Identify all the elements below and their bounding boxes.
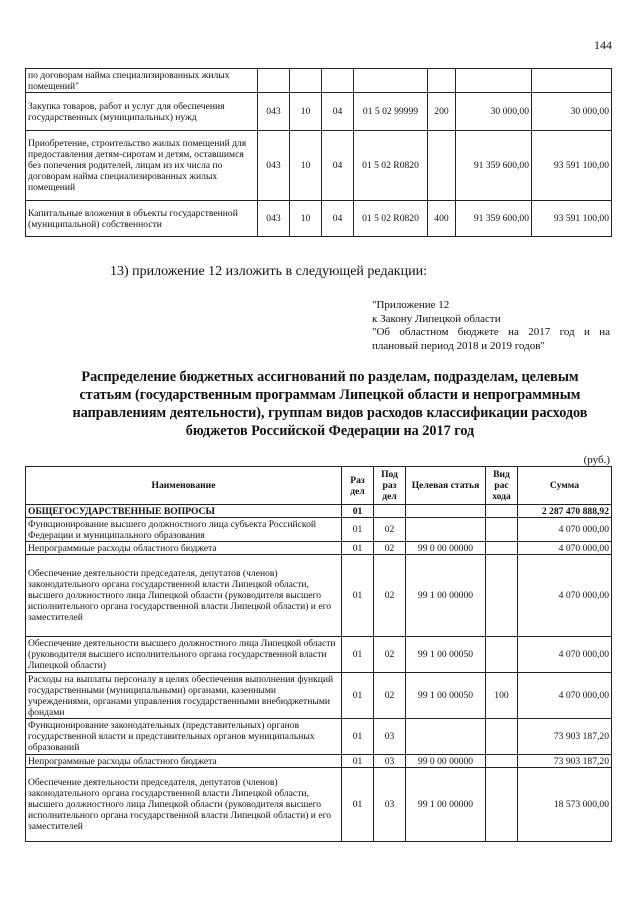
cell-podrazdel: 02 xyxy=(374,555,406,637)
cell-target: 99 1 00 00000 xyxy=(406,555,486,637)
cell-s2: 30 000,00 xyxy=(532,93,612,131)
cell-c2 xyxy=(290,69,322,93)
cell-c5 xyxy=(428,69,456,93)
cell-vid xyxy=(486,719,518,755)
table-row xyxy=(26,93,612,131)
table-row xyxy=(26,755,612,768)
continued-table xyxy=(25,68,612,237)
cell-sum: 4 070 000,00 xyxy=(518,542,612,555)
cell-target: 99 0 00 00000 xyxy=(406,755,486,768)
cell-vid xyxy=(486,518,518,542)
cell-name: Функционирование высшего должностного лица субъекта Российской Федерации и муниципального образования xyxy=(26,518,342,542)
cell-podrazdel: 02 xyxy=(374,542,406,555)
cell-c5: 400 xyxy=(428,201,456,237)
table-row xyxy=(26,131,612,201)
cell-vid xyxy=(486,542,518,555)
cell-name: Приобретение, строительство жилых помещений для предоставления детям-сиротам и детям, оставшимся без попечения родителей, лицам из их числа по договорам найма специализированных жилых помещений xyxy=(26,131,258,201)
cell-name: Функционирование законодательных (представительных) органов государственной власти и представительных органов муниципальных образований xyxy=(26,719,342,755)
cell-c5 xyxy=(428,131,456,201)
table-row xyxy=(26,518,612,542)
cell-sum: 73 903 187,20 xyxy=(518,719,612,755)
cell-target: 99 1 00 00050 xyxy=(406,637,486,673)
cell-sum: 2 287 470 888,92 xyxy=(518,505,612,518)
table-row xyxy=(26,768,612,842)
cell-razdel: 01 xyxy=(342,505,374,518)
cell-s1: 91 359 600,00 xyxy=(456,201,532,237)
cell-name: Обеспечение деятельности высшего должностного лица Липецкой области (руководителя высшего исполнительного органа государственной власти Липецкой области) xyxy=(26,637,342,673)
appendix-line: плановый период 2018 и 2019 годов" xyxy=(372,339,545,352)
header-target: Целевая статья xyxy=(406,467,486,505)
page-number: 144 xyxy=(594,38,612,52)
header-name: Наименование xyxy=(26,467,342,505)
table-row xyxy=(26,542,612,555)
cell-name: ОБЩЕГОСУДАРСТВЕННЫЕ ВОПРОСЫ xyxy=(26,505,342,518)
cell-c1: 043 xyxy=(258,131,290,201)
cell-sum: 73 903 187,20 xyxy=(518,755,612,768)
cell-razdel: 01 xyxy=(342,719,374,755)
cell-razdel: 01 xyxy=(342,555,374,637)
cell-target xyxy=(406,518,486,542)
appendix-line: "Приложение 12 xyxy=(372,299,450,311)
cell-sum: 4 070 000,00 xyxy=(518,555,612,637)
cell-vid: 100 xyxy=(486,673,518,719)
cell-razdel: 01 xyxy=(342,673,374,719)
cell-podrazdel: 02 xyxy=(374,518,406,542)
cell-c2: 10 xyxy=(290,131,322,201)
cell-target: 99 1 00 00000 xyxy=(406,768,486,842)
cell-target: 99 1 00 00050 xyxy=(406,673,486,719)
cell-podrazdel: 03 xyxy=(374,755,406,768)
cell-name: Расходы на выплаты персоналу в целях обеспечения выполнения функций государственными (муниципальными) органами, казенными учреждениями, органами управления государственными внебюджетными фондами xyxy=(26,673,342,719)
cell-c3: 04 xyxy=(322,93,354,131)
table-row xyxy=(26,201,612,237)
cell-razdel: 01 xyxy=(342,637,374,673)
table-row xyxy=(26,719,612,755)
cell-sum: 4 070 000,00 xyxy=(518,637,612,673)
cell-razdel: 01 xyxy=(342,518,374,542)
cell-podrazdel: 03 xyxy=(374,719,406,755)
table-row xyxy=(26,69,612,93)
header-podrazdel: Под раз дел xyxy=(374,467,406,505)
cell-c1 xyxy=(258,69,290,93)
cell-c4 xyxy=(354,69,428,93)
cell-name: по договорам найма специализированных жилых помещений" xyxy=(26,69,258,93)
table-row xyxy=(26,555,612,637)
cell-s2: 93 591 100,00 xyxy=(532,131,612,201)
cell-c3: 04 xyxy=(322,201,354,237)
cell-c3: 04 xyxy=(322,131,354,201)
header-vid: Вид рас хода xyxy=(486,467,518,505)
cell-target xyxy=(406,719,486,755)
cell-s1 xyxy=(456,69,532,93)
cell-name: Капитальные вложения в объекты государственной (муниципальной) собственности xyxy=(26,201,258,237)
cell-podrazdel: 02 xyxy=(374,637,406,673)
table-row xyxy=(26,637,612,673)
cell-razdel: 01 xyxy=(342,768,374,842)
table-row xyxy=(26,505,612,518)
cell-target xyxy=(406,505,486,518)
appendix-reference xyxy=(372,299,610,353)
intro-text: 13) приложение 12 изложить в следующей редакции: xyxy=(110,264,427,279)
cell-c1: 043 xyxy=(258,93,290,131)
cell-c2: 10 xyxy=(290,201,322,237)
cell-c1: 043 xyxy=(258,201,290,237)
cell-vid xyxy=(486,637,518,673)
cell-c4: 01 5 02 R0820 xyxy=(354,201,428,237)
appendix-line: "Об областном бюджете на 2017 год и на xyxy=(372,326,610,338)
cell-podrazdel xyxy=(374,505,406,518)
document-title: Распределение бюджетных ассигнований по разделам, подразделам, целевым статьям (государственным программам Липецкой области и непрограммным направлениям деятельности), группам видов расходов классификации расходов бюджетов Российской Федерации на 2017 год xyxy=(72,369,588,439)
cell-target: 99 0 00 00000 xyxy=(406,542,486,555)
cell-name: Непрограммные расходы областного бюджета xyxy=(26,755,342,768)
header-sum: Сумма xyxy=(518,467,612,505)
cell-razdel: 01 xyxy=(342,755,374,768)
cell-sum: 4 070 000,00 xyxy=(518,518,612,542)
cell-podrazdel: 03 xyxy=(374,768,406,842)
cell-name: Обеспечение деятельности председателя, депутатов (членов) законодательного органа государственной власти Липецкой области, высшего должностного лица Липецкой области (руководителя высшего исполнительного органа государственной власти Липецкой области) и его заместителей xyxy=(26,555,342,637)
cell-podrazdel: 02 xyxy=(374,673,406,719)
header-razdel: Раз дел xyxy=(342,467,374,505)
cell-s1: 30 000,00 xyxy=(456,93,532,131)
cell-c4: 01 5 02 R0820 xyxy=(354,131,428,201)
cell-s2 xyxy=(532,69,612,93)
cell-sum: 4 070 000,00 xyxy=(518,673,612,719)
cell-s2: 93 591 100,00 xyxy=(532,201,612,237)
cell-name: Непрограммные расходы областного бюджета xyxy=(26,542,342,555)
cell-name: Закупка товаров, работ и услуг для обеспечения государственных (муниципальных) нужд xyxy=(26,93,258,131)
cell-c5: 200 xyxy=(428,93,456,131)
cell-vid xyxy=(486,768,518,842)
cell-s1: 91 359 600,00 xyxy=(456,131,532,201)
cell-razdel: 01 xyxy=(342,542,374,555)
table-row xyxy=(26,673,612,719)
cell-vid xyxy=(486,505,518,518)
cell-c2: 10 xyxy=(290,93,322,131)
cell-name: Обеспечение деятельности председателя, депутатов (членов) законодательного органа государственной власти Липецкой области, высшего должностного лица Липецкой области (руководителя высшего исполнительного органа государственной власти Липецкой области) и его заместителей xyxy=(26,768,342,842)
cell-sum: 18 573 000,00 xyxy=(518,768,612,842)
cell-c4: 01 5 02 99999 xyxy=(354,93,428,131)
budget-table xyxy=(25,466,612,842)
cell-c3 xyxy=(322,69,354,93)
cell-vid xyxy=(486,755,518,768)
appendix-line: к Закону Липецкой области xyxy=(372,312,501,325)
cell-vid xyxy=(486,555,518,637)
unit-label: (руб.) xyxy=(583,454,610,466)
table-header-row xyxy=(26,467,612,505)
